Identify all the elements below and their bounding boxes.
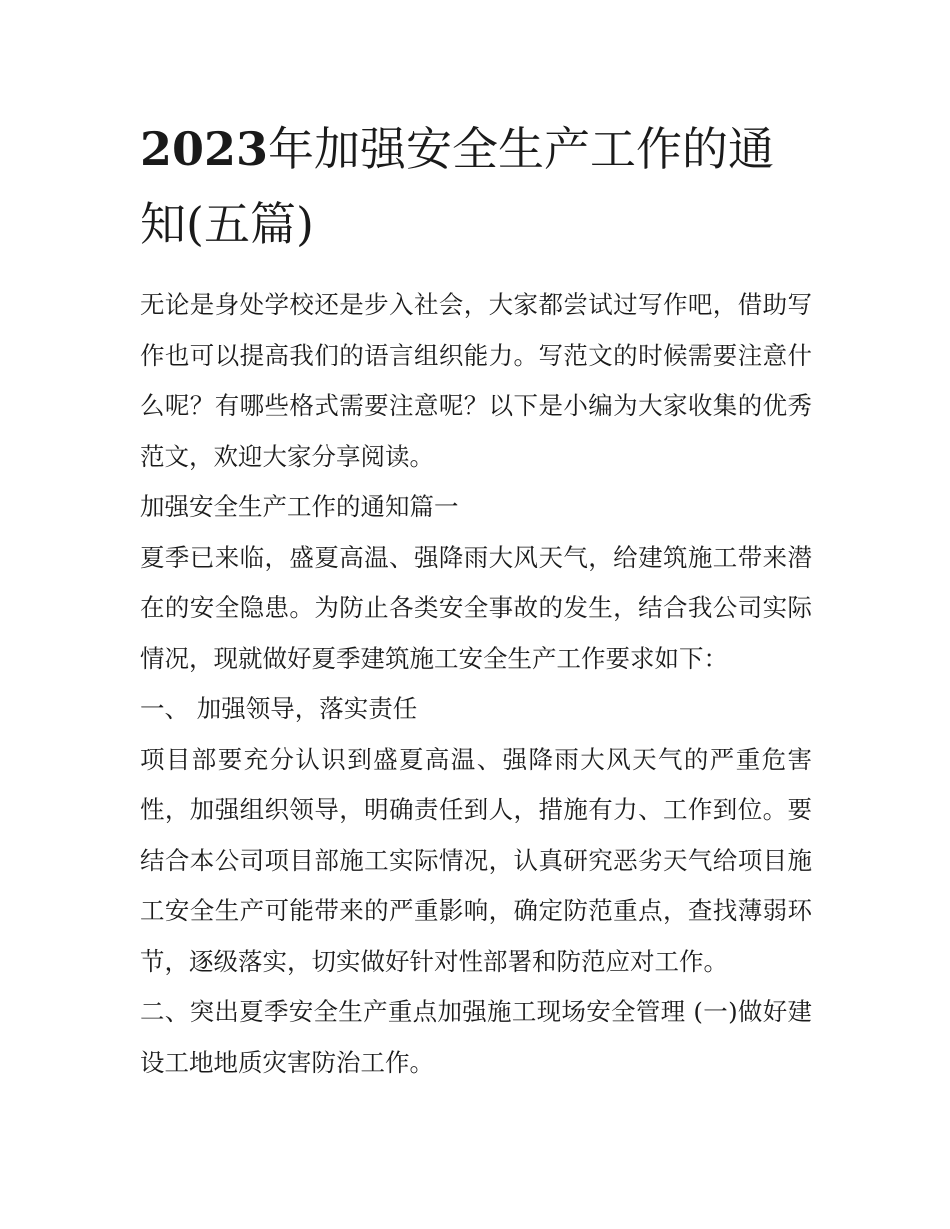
document-title (140, 112, 812, 262)
item-heading-two: 二、突出夏季安全生产重点加强施工现场安全管理 (一)做好建设工地地质灾害防治工作。 (140, 997, 812, 1077)
summer-paragraph: 夏季已来临，盛夏高温、强降雨大风天气，给建筑施工带来潜在的安全隐患。为防止各类安全事故的发生，结合我公司实际情况，现就做好夏季建筑施工安全生产工作要求如下： (140, 542, 812, 673)
document-body (140, 280, 812, 1088)
document-content (140, 112, 812, 1088)
title-text: 年加强安全生产工作的通知(五篇) (140, 122, 775, 251)
intro-paragraph: 无论是身处学校还是步入社会，大家都尝试过写作吧，借助写作也可以提高我们的语言组织能力。写范文的时候需要注意什么呢？有哪些格式需要注意呢？以下是小编为大家收集的优秀范文，欢迎大家分享阅读。 (140, 290, 812, 471)
leadership-paragraph: 项目部要充分认识到盛夏高温、强降雨大风天气的严重危害性，加强组织领导，明确责任到人，措施有力、工作到位。要结合本公司项目部施工实际情况，认真研究恶劣天气给项目施工安全生产可能带来的严重影响，确定防范重点，查找薄弱环节，逐级落实，切实做好针对性部署和防范应对工作。 (140, 744, 812, 976)
title-year: 2023 (140, 122, 269, 176)
section-heading-one: 加强安全生产工作的通知篇一 (140, 492, 459, 521)
item-heading-one: 一、 加强领导，落实责任 (140, 694, 418, 723)
